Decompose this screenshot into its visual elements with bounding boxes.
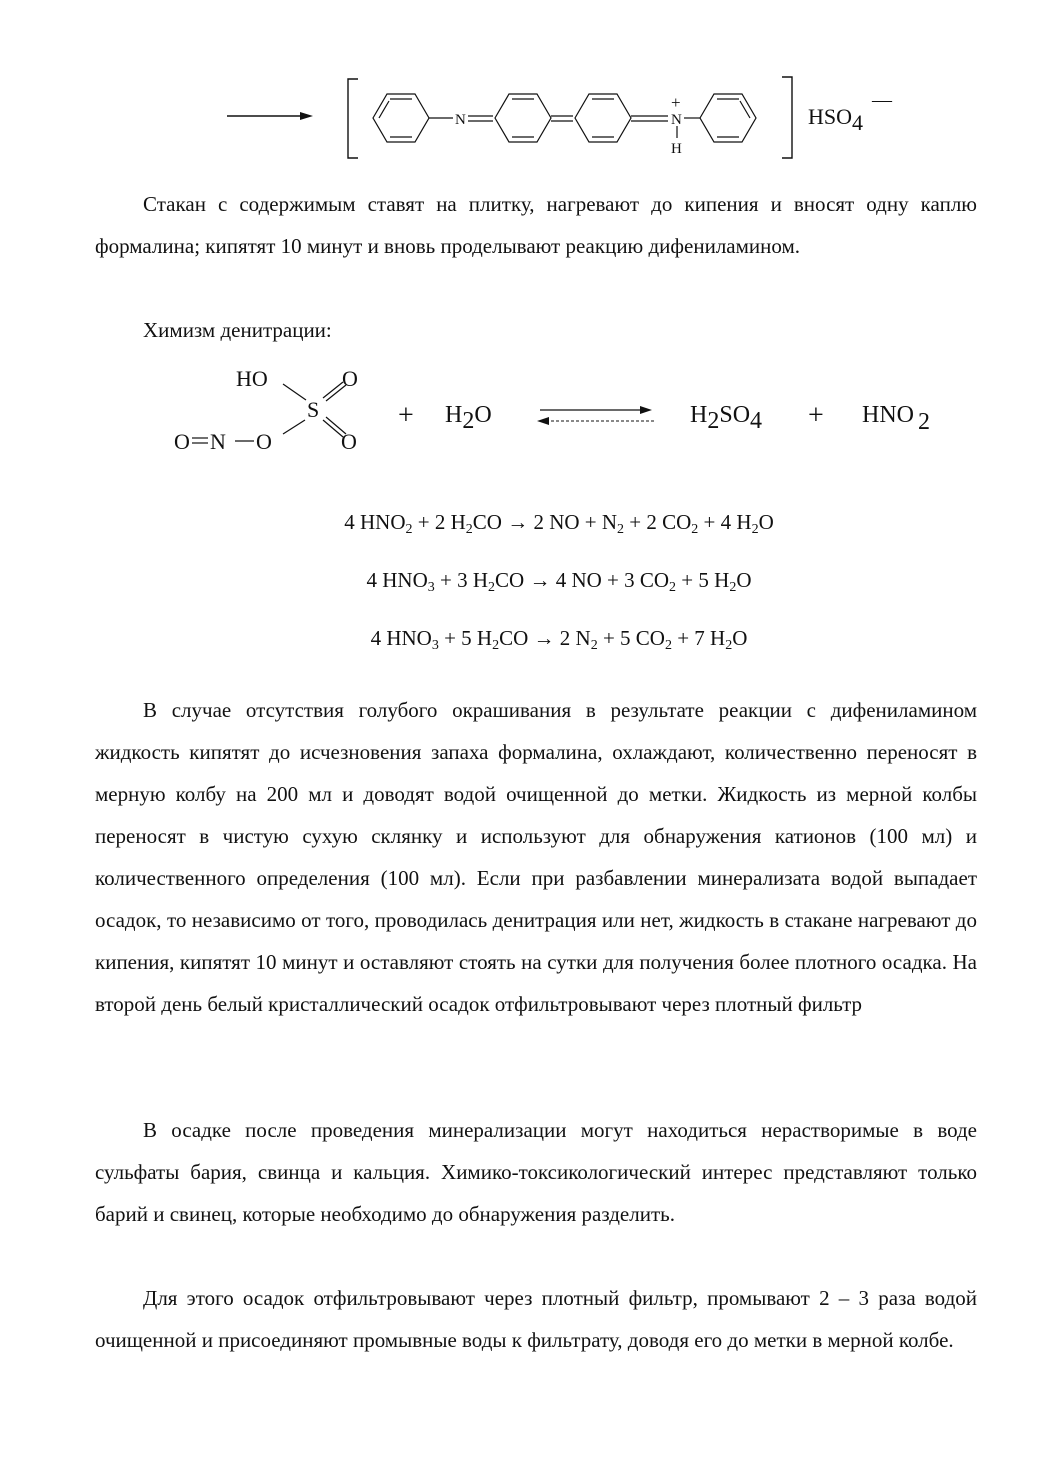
paragraph-sediment-sulfates: В осадке после проведения минерализации могут находиться нерастворимые в воде сульфаты бария, свинца и кальция. Химико-токсикологический интерес представляют только барий и свинец, которые необходимо до обнаружения разделить. [95, 1118, 977, 1226]
equation-2-part: 2 [729, 580, 737, 595]
hydrogen-label: H [671, 141, 682, 157]
oxygen-top-label: O [342, 366, 358, 391]
equation-1-part: 4 HNO [344, 510, 406, 534]
equation-3-part: 3 [431, 638, 439, 653]
paragraph-filtration: Для этого осадок отфильтровывают через плотный фильтр, промывают 2 – 3 раза водой очищенной и присоединяют промывные воды к фильтрату, доводя его до метки в мерной колбе. [95, 1286, 977, 1352]
equation-3-part: 2 [664, 638, 672, 653]
equation-1-part: 2 [751, 522, 759, 537]
equation-2 [0, 565, 1039, 595]
paragraph-heating: Стакан с содержимым ставят на плитку, нагревают до кипения и вносят одну каплю формалина; кипятят 10 минут и вновь проделывают реакцию дифениламином. [95, 192, 977, 258]
quinoid-ring-2 [575, 94, 631, 142]
oxygen-bottom-label: O [341, 429, 357, 454]
nitrogen-plus-label: N [671, 112, 682, 128]
equation-1-part: O [758, 510, 774, 534]
equation-2-part: + 3 H [434, 568, 489, 592]
equation-1-part: CO → 2 NO + N [472, 510, 618, 534]
nitrous-acid-formula: HNO 2 [862, 402, 930, 435]
ho-label: HO [236, 366, 268, 391]
equation-2-part: 3 [427, 580, 435, 595]
plus-sign-1: + [398, 400, 414, 431]
paragraph-diphenylamine-test: В случае отсутствия голубого окрашивания в результате реакции с дифениламином жидкость кипятят до исчезновения запаха формалина, охлаждают, количественно переносят в мерную колбу на 200 мл и доводят водой очищенной до метки. Жидкость из мерной колбы переносят в чистую сухую склянку и используют для обнаружения катионов (100 мл) и количественного определения (100 мл). Если при разбавлении минерализата водой выпадает осадок, то независимо от того, проводилась денитрация или нет, жидкость в стакане нагревают до кипения, кипятят 10 минут и оставляют стоять на сутки для получения более плотного осадка. На второй день белый кристаллический осадок отфильтровывают через плотный фильтр [95, 698, 977, 1016]
equation-3-part: 2 [492, 638, 500, 653]
equation-2-part: 4 HNO [366, 568, 428, 592]
phenyl-ring-left [373, 94, 429, 142]
plus-sign-2: + [808, 400, 824, 431]
oxygen-left-label: O [174, 429, 190, 454]
equation-3-part: CO → 2 N [499, 626, 591, 650]
nitrogen-label: N [455, 112, 466, 128]
anion-charge: — [872, 89, 892, 111]
equation-3-part: 2 [590, 638, 598, 653]
equation-3-part: O [732, 626, 748, 650]
equation-1-part: 2 [405, 522, 413, 537]
left-bracket [348, 79, 358, 158]
denitration-scheme [0, 360, 1039, 460]
equilibrium-arrows-icon [537, 406, 654, 425]
equation-1-part: 2 [465, 522, 473, 537]
quinoid-ring-1 [495, 94, 551, 142]
equation-3-part: + 7 H [671, 626, 726, 650]
equation-2-part: + 5 H [676, 568, 730, 592]
equation-3-part: 4 HNO [370, 626, 432, 650]
anion-base: HSO [808, 104, 853, 129]
equation-3-part: + 5 H [438, 626, 493, 650]
anion-subscript: 4 [852, 110, 864, 135]
equation-1-part: 2 [691, 522, 699, 537]
equation-3 [0, 623, 1039, 653]
heading-chemism: Химизм денитрации: [143, 318, 332, 342]
plus-charge-label: + [671, 93, 681, 112]
nitrosylsulfuric-acid-structure [174, 366, 358, 454]
reaction-arrow-icon [227, 112, 313, 120]
equation-3-part: 2 [725, 638, 733, 653]
nitrogen-chain-label: N [210, 429, 226, 454]
equation-3-part: + 5 CO [597, 626, 665, 650]
equation-1-part: + 2 H [412, 510, 466, 534]
equation-1-part: 2 [617, 522, 625, 537]
equation-1-part: + 2 CO [624, 510, 692, 534]
equation-1-part: + 4 H [698, 510, 752, 534]
diphenylamine-product-scheme [0, 60, 1039, 170]
water-formula: H2O [445, 402, 492, 434]
equation-2-part: 2 [488, 580, 496, 595]
phenyl-ring-right [700, 94, 756, 142]
svg-text:HSO4 [808, 104, 863, 135]
equation-2-part: CO → 4 NO + 3 CO [495, 568, 670, 592]
sulfur-label: S [307, 397, 320, 422]
sulfuric-acid-formula: H2SO4 [690, 402, 763, 434]
equation-2-part: 2 [669, 580, 677, 595]
right-bracket [782, 77, 792, 158]
oxygen-bridge-label: O [256, 429, 272, 454]
equation-2-part: O [736, 568, 752, 592]
equation-1 [0, 507, 1039, 537]
